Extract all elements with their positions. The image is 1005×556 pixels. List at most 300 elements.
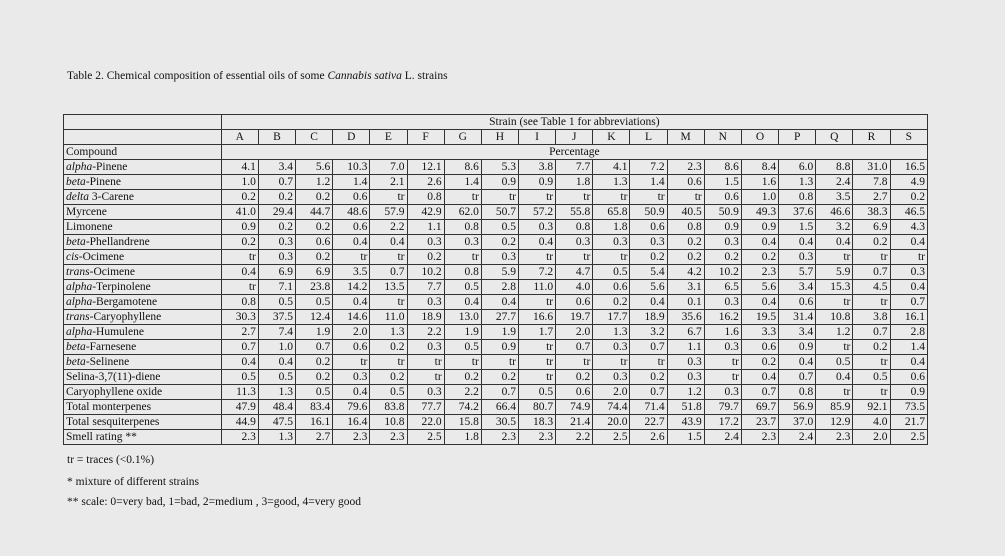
table-row (64, 190, 928, 205)
value-cell: 1.3 (258, 385, 295, 400)
value-cell: 79.6 (333, 400, 370, 415)
compound-name (64, 265, 222, 280)
value-cell: 0.3 (704, 385, 741, 400)
column-header-q: Q (816, 130, 853, 145)
value-cell: 1.5 (667, 430, 704, 445)
value-cell: 2.2 (556, 430, 593, 445)
value-cell: tr (407, 355, 444, 370)
compound-name (64, 415, 222, 430)
value-cell: 20.0 (593, 415, 630, 430)
value-cell: 16.4 (333, 415, 370, 430)
value-cell: 47.9 (221, 400, 258, 415)
compound-name (64, 220, 222, 235)
value-cell: 1.3 (258, 430, 295, 445)
value-cell: 0.9 (779, 340, 816, 355)
composition-table (63, 114, 928, 445)
value-cell: tr (853, 385, 890, 400)
value-cell: tr (890, 250, 927, 265)
value-cell: 0.2 (221, 190, 258, 205)
value-cell: tr (704, 370, 741, 385)
compound-name (64, 370, 222, 385)
value-cell: 1.4 (444, 175, 481, 190)
value-cell: 0.3 (593, 235, 630, 250)
value-cell: 8.6 (444, 160, 481, 175)
value-cell: 2.4 (704, 430, 741, 445)
value-cell: tr (333, 250, 370, 265)
value-cell: 0.2 (296, 355, 333, 370)
value-cell: tr (593, 250, 630, 265)
value-cell: 0.4 (741, 295, 778, 310)
value-cell: 5.6 (630, 280, 667, 295)
table-row (64, 295, 928, 310)
value-cell: 1.9 (444, 325, 481, 340)
value-cell: 37.6 (779, 205, 816, 220)
value-cell: 2.5 (593, 430, 630, 445)
compound-name (64, 205, 222, 220)
value-cell: 1.2 (667, 385, 704, 400)
value-cell: 0.2 (370, 370, 407, 385)
table-caption (67, 70, 448, 82)
value-cell: 3.4 (779, 325, 816, 340)
value-cell: 0.2 (444, 370, 481, 385)
value-cell: 0.4 (258, 355, 295, 370)
value-cell: 0.2 (890, 190, 927, 205)
column-header-j: J (556, 130, 593, 145)
value-cell: 2.0 (593, 385, 630, 400)
value-cell: 1.7 (518, 325, 555, 340)
value-cell: 79.7 (704, 400, 741, 415)
value-cell: 5.3 (481, 160, 518, 175)
value-cell: 0.6 (556, 385, 593, 400)
value-cell: 15.3 (816, 280, 853, 295)
caption-species: Cannabis sativa (327, 70, 402, 82)
value-cell: 2.6 (407, 175, 444, 190)
value-cell: 0.9 (481, 175, 518, 190)
value-cell: 0.4 (333, 235, 370, 250)
value-cell: 12.4 (296, 310, 333, 325)
compound-label: 3-Carene (89, 190, 135, 203)
value-cell: 10.2 (704, 265, 741, 280)
value-cell: 12.9 (816, 415, 853, 430)
value-cell: 0.3 (444, 235, 481, 250)
value-cell: 0.8 (556, 220, 593, 235)
value-cell: 12.1 (407, 160, 444, 175)
compound-label: -Ocimene (78, 250, 125, 263)
value-cell: 2.7 (296, 430, 333, 445)
value-cell: 1.1 (407, 220, 444, 235)
value-cell: 0.3 (333, 370, 370, 385)
compound-prefix: alpha (66, 295, 93, 308)
compound-name (64, 400, 222, 415)
value-cell: 0.7 (741, 385, 778, 400)
value-cell: tr (221, 280, 258, 295)
value-cell: 2.4 (816, 175, 853, 190)
compound-prefix: alpha (66, 160, 93, 173)
value-cell: 4.5 (853, 280, 890, 295)
column-header-i: I (518, 130, 555, 145)
value-cell: 0.7 (481, 385, 518, 400)
value-cell: 41.0 (221, 205, 258, 220)
compound-name (64, 430, 222, 445)
column-header-o: O (741, 130, 778, 145)
table-row (64, 415, 928, 430)
value-cell: 0.9 (481, 340, 518, 355)
column-header-a: A (221, 130, 258, 145)
compound-label: -Phellandrene (85, 235, 150, 248)
value-cell: 0.3 (630, 235, 667, 250)
compound-label: -Terpinolene (92, 280, 151, 293)
value-cell: 0.3 (704, 295, 741, 310)
value-cell: 0.3 (258, 235, 295, 250)
value-cell: 0.3 (407, 340, 444, 355)
value-cell: 16.1 (296, 415, 333, 430)
value-cell: 19.5 (741, 310, 778, 325)
value-cell: 8.8 (816, 160, 853, 175)
value-cell: 6.0 (779, 160, 816, 175)
value-cell: 71.4 (630, 400, 667, 415)
value-cell: 1.9 (296, 325, 333, 340)
value-cell: tr (816, 250, 853, 265)
value-cell: 2.3 (667, 160, 704, 175)
value-cell: 0.2 (741, 250, 778, 265)
value-cell: tr (444, 250, 481, 265)
value-cell: 8.6 (704, 160, 741, 175)
value-cell: 1.1 (667, 340, 704, 355)
strain-header-row (64, 115, 928, 130)
value-cell: 0.2 (296, 220, 333, 235)
compound-name (64, 250, 222, 265)
value-cell: 22.0 (407, 415, 444, 430)
value-cell: tr (630, 190, 667, 205)
compound-prefix: trans (66, 310, 90, 323)
compound-prefix: cis (66, 250, 79, 263)
value-cell: 1.9 (481, 325, 518, 340)
value-cell: 17.2 (704, 415, 741, 430)
percentage-header-row (64, 145, 928, 160)
value-cell: 0.2 (258, 220, 295, 235)
value-cell: 2.4 (779, 430, 816, 445)
column-header-s: S (890, 130, 927, 145)
compound-prefix: beta (66, 175, 86, 188)
value-cell: 0.3 (890, 265, 927, 280)
value-cell: 0.2 (258, 190, 295, 205)
value-cell: 0.9 (518, 175, 555, 190)
value-cell: 44.9 (221, 415, 258, 430)
table-row (64, 160, 928, 175)
compound-name (64, 340, 222, 355)
value-cell: 0.7 (221, 340, 258, 355)
value-cell: 11.3 (221, 385, 258, 400)
value-cell: tr (444, 355, 481, 370)
value-cell: tr (333, 355, 370, 370)
value-cell: 0.5 (221, 370, 258, 385)
value-cell: 11.0 (370, 310, 407, 325)
value-cell: 3.4 (258, 160, 295, 175)
table-row (64, 250, 928, 265)
value-cell: 1.4 (630, 175, 667, 190)
compound-header: Compound (64, 145, 222, 160)
value-cell: 74.2 (444, 400, 481, 415)
value-cell: tr (481, 355, 518, 370)
compound-label: Limonene (66, 220, 113, 233)
compound-name (64, 385, 222, 400)
value-cell: 4.2 (667, 265, 704, 280)
compound-name (64, 310, 222, 325)
value-cell: 16.2 (704, 310, 741, 325)
caption-prefix: Table 2. Chemical composition of essential oils of some (67, 70, 328, 82)
value-cell: 5.6 (741, 280, 778, 295)
value-cell: 0.2 (296, 190, 333, 205)
value-cell: 0.5 (296, 385, 333, 400)
value-cell: 0.6 (333, 220, 370, 235)
value-cell: 77.7 (407, 400, 444, 415)
value-cell: 1.0 (221, 175, 258, 190)
value-cell: 10.8 (370, 415, 407, 430)
value-cell: tr (556, 355, 593, 370)
value-cell: 0.2 (556, 370, 593, 385)
value-cell: 1.3 (779, 175, 816, 190)
value-cell: tr (630, 355, 667, 370)
value-cell: 0.5 (296, 295, 333, 310)
value-cell: 10.3 (333, 160, 370, 175)
value-cell: 6.9 (258, 265, 295, 280)
column-letter-row (64, 130, 928, 145)
compound-label: Smell rating ** (66, 430, 137, 443)
value-cell: 0.2 (370, 340, 407, 355)
value-cell: 0.7 (853, 265, 890, 280)
value-cell: 74.9 (556, 400, 593, 415)
value-cell: 0.2 (296, 250, 333, 265)
value-cell: 2.3 (741, 265, 778, 280)
value-cell: 0.3 (704, 235, 741, 250)
value-cell: tr (370, 355, 407, 370)
value-cell: 0.5 (258, 295, 295, 310)
value-cell: 4.1 (593, 160, 630, 175)
value-cell: 92.1 (853, 400, 890, 415)
value-cell: 0.1 (667, 295, 704, 310)
value-cell: 2.0 (853, 430, 890, 445)
value-cell: 0.4 (481, 295, 518, 310)
value-cell: 0.3 (593, 370, 630, 385)
value-cell: 43.9 (667, 415, 704, 430)
value-cell: tr (370, 190, 407, 205)
value-cell: 7.8 (853, 175, 890, 190)
percentage-header: Percentage (221, 145, 927, 160)
value-cell: 0.4 (333, 295, 370, 310)
value-cell: 0.6 (593, 280, 630, 295)
value-cell: 1.0 (741, 190, 778, 205)
value-cell: tr (816, 385, 853, 400)
compound-label: -Selinene (85, 355, 130, 368)
value-cell: 3.4 (779, 280, 816, 295)
value-cell: 2.2 (444, 385, 481, 400)
value-cell: 7.7 (556, 160, 593, 175)
value-cell: 0.5 (370, 385, 407, 400)
value-cell: tr (593, 190, 630, 205)
table-row (64, 280, 928, 295)
compound-label: -Bergamotene (92, 295, 158, 308)
table-row (64, 205, 928, 220)
value-cell: 23.8 (296, 280, 333, 295)
compound-name (64, 295, 222, 310)
corner-cell (64, 115, 222, 130)
value-cell: 65.8 (593, 205, 630, 220)
value-cell: 0.3 (667, 370, 704, 385)
value-cell: 2.0 (333, 325, 370, 340)
value-cell: 0.5 (853, 370, 890, 385)
value-cell: 3.2 (630, 325, 667, 340)
value-cell: 42.9 (407, 205, 444, 220)
value-cell: 5.9 (816, 265, 853, 280)
value-cell: 1.6 (704, 325, 741, 340)
value-cell: 0.8 (221, 295, 258, 310)
value-cell: 2.3 (816, 430, 853, 445)
table-row (64, 310, 928, 325)
value-cell: 0.6 (296, 235, 333, 250)
value-cell: 7.1 (258, 280, 295, 295)
value-cell: tr (518, 340, 555, 355)
value-cell: 0.4 (890, 280, 927, 295)
value-cell: 74.4 (593, 400, 630, 415)
value-cell: 18.3 (518, 415, 555, 430)
value-cell: 0.5 (444, 340, 481, 355)
value-cell: 4.0 (556, 280, 593, 295)
value-cell: 0.3 (779, 250, 816, 265)
value-cell: 1.4 (890, 340, 927, 355)
column-header-c: C (296, 130, 333, 145)
value-cell: 27.7 (481, 310, 518, 325)
value-cell: 0.4 (779, 355, 816, 370)
column-header-g: G (444, 130, 481, 145)
value-cell: 4.3 (890, 220, 927, 235)
value-cell: 3.5 (333, 265, 370, 280)
value-cell: tr (853, 250, 890, 265)
value-cell: 47.5 (258, 415, 295, 430)
value-cell: 0.7 (296, 340, 333, 355)
value-cell: 4.9 (890, 175, 927, 190)
value-cell: 6.9 (853, 220, 890, 235)
value-cell: 0.2 (221, 235, 258, 250)
value-cell: 2.2 (407, 325, 444, 340)
value-cell: 0.4 (221, 265, 258, 280)
column-header-f: F (407, 130, 444, 145)
value-cell: 0.2 (481, 235, 518, 250)
column-header-b: B (258, 130, 295, 145)
compound-label: -Pinene (85, 175, 121, 188)
value-cell: 1.5 (779, 220, 816, 235)
value-cell: 6.9 (296, 265, 333, 280)
value-cell: tr (370, 295, 407, 310)
value-cell: 5.7 (779, 265, 816, 280)
value-cell: 48.4 (258, 400, 295, 415)
value-cell: 69.7 (741, 400, 778, 415)
compound-prefix: alpha (66, 280, 93, 293)
column-header-n: N (704, 130, 741, 145)
value-cell: 0.3 (407, 235, 444, 250)
value-cell: 0.4 (630, 295, 667, 310)
value-cell: 0.7 (779, 370, 816, 385)
value-cell: 0.6 (704, 190, 741, 205)
value-cell: 37.5 (258, 310, 295, 325)
value-cell: 0.3 (704, 340, 741, 355)
table-row (64, 265, 928, 280)
value-cell: 3.5 (816, 190, 853, 205)
value-cell: 48.6 (333, 205, 370, 220)
value-cell: 0.2 (853, 340, 890, 355)
value-cell: 0.3 (593, 340, 630, 355)
value-cell: 0.5 (444, 280, 481, 295)
value-cell: tr (704, 355, 741, 370)
value-cell: 56.9 (779, 400, 816, 415)
table-row (64, 175, 928, 190)
value-cell: 15.8 (444, 415, 481, 430)
value-cell: 3.2 (816, 220, 853, 235)
value-cell: tr (481, 190, 518, 205)
compound-label: -Caryophyllene (89, 310, 162, 323)
value-cell: 57.2 (518, 205, 555, 220)
value-cell: 46.6 (816, 205, 853, 220)
table-row (64, 385, 928, 400)
compound-prefix: beta (66, 235, 86, 248)
value-cell: 0.2 (741, 355, 778, 370)
value-cell: 5.4 (630, 265, 667, 280)
value-cell: 37.0 (779, 415, 816, 430)
value-cell: 0.6 (667, 175, 704, 190)
value-cell: 0.4 (890, 355, 927, 370)
value-cell: 0.6 (333, 190, 370, 205)
table-row (64, 430, 928, 445)
value-cell: 2.7 (853, 190, 890, 205)
value-cell: 40.5 (667, 205, 704, 220)
compound-label: -Pinene (92, 160, 128, 173)
value-cell: 7.4 (258, 325, 295, 340)
value-cell: 2.3 (481, 430, 518, 445)
value-cell: 1.5 (704, 175, 741, 190)
value-cell: 31.4 (779, 310, 816, 325)
value-cell: 50.9 (704, 205, 741, 220)
value-cell: 0.4 (333, 385, 370, 400)
value-cell: tr (518, 370, 555, 385)
value-cell: 0.7 (630, 340, 667, 355)
value-cell: tr (518, 250, 555, 265)
strain-header: Strain (see Table 1 for abbreviations) (221, 115, 927, 130)
compound-label: Total sesquiterpenes (66, 415, 160, 428)
compound-prefix: alpha (66, 325, 93, 338)
table-row (64, 325, 928, 340)
value-cell: 0.3 (481, 250, 518, 265)
compound-prefix: beta (66, 355, 86, 368)
value-cell: 0.2 (630, 370, 667, 385)
value-cell: tr (518, 355, 555, 370)
value-cell: 3.3 (741, 325, 778, 340)
value-cell: 10.2 (407, 265, 444, 280)
value-cell: 7.7 (407, 280, 444, 295)
composition-table-wrap (63, 114, 928, 445)
value-cell: 0.6 (741, 340, 778, 355)
compound-name (64, 355, 222, 370)
value-cell: 0.2 (853, 235, 890, 250)
compound-label: Myrcene (66, 205, 107, 218)
column-header-p: P (779, 130, 816, 145)
value-cell: 8.4 (741, 160, 778, 175)
table-row (64, 340, 928, 355)
compound-label: Selina-3,7(11)-diene (66, 370, 161, 383)
value-cell: 2.3 (333, 430, 370, 445)
compound-prefix: trans (66, 265, 90, 278)
value-cell: 0.7 (556, 340, 593, 355)
value-cell: 3.8 (518, 160, 555, 175)
compound-label: -Ocimene (89, 265, 135, 278)
